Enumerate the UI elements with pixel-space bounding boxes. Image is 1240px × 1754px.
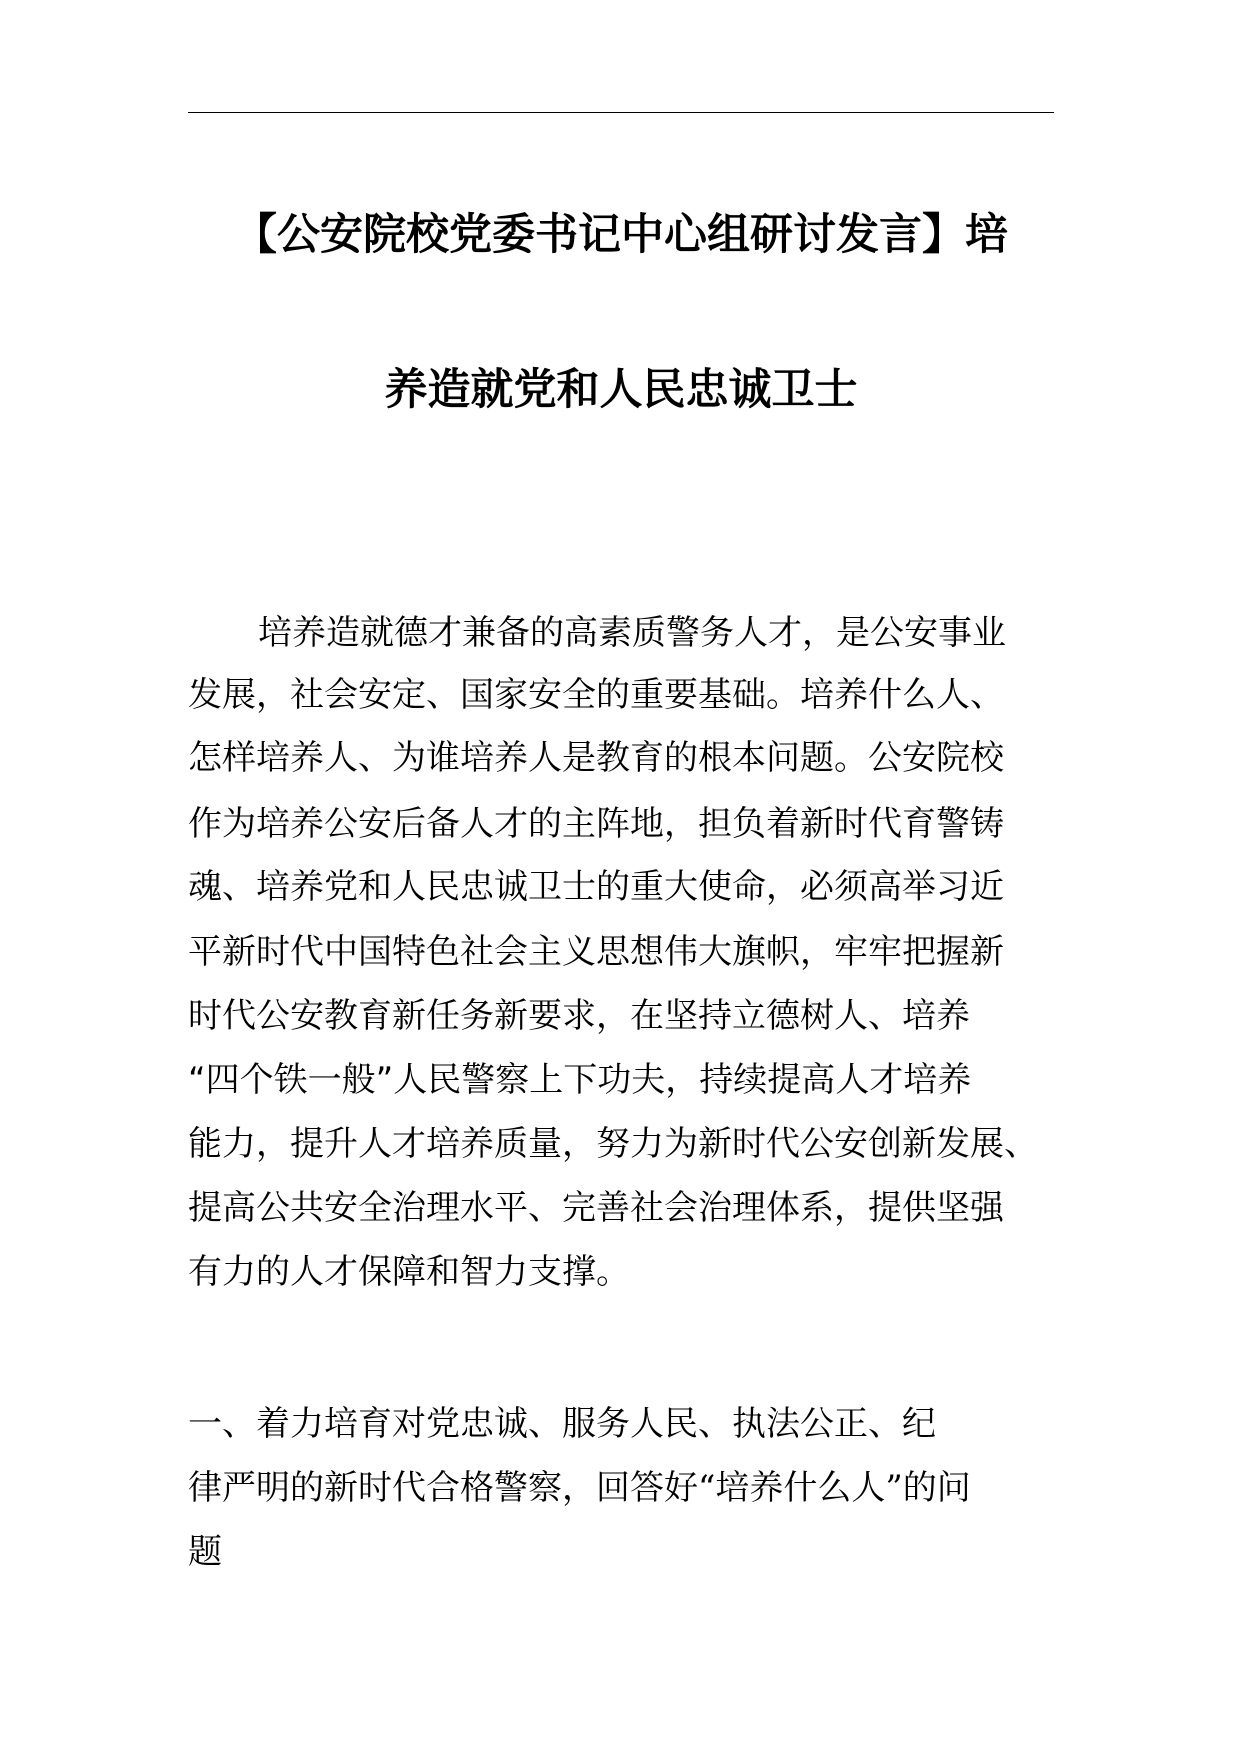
paragraph-line: 魂、培养党和人民忠诚卫士的重大使命，必须高举习近	[188, 867, 1004, 907]
paragraph-line: 提高公共安全治理水平、完善社会治理体系，提供坚强	[188, 1188, 1004, 1228]
header-rule	[188, 112, 1054, 113]
paragraph-line: 平新时代中国特色社会主义思想伟大旗帜，牢牢把握新	[188, 932, 1004, 972]
document-title-line-1: 【公安院校党委书记中心组研讨发言】培	[234, 210, 1008, 260]
paragraph-line: 能力，提升人才培养质量，努力为新时代公安创新发展、	[188, 1124, 1038, 1164]
paragraph-line: 怎样培养人、为谁培养人是教育的根本问题。公安院校	[188, 738, 1004, 778]
section-heading-line: 律严明的新时代合格警察，回答好“培养什么人”的问	[188, 1468, 971, 1508]
paragraph-line: 时代公安教育新任务新要求，在坚持立德树人、培养	[188, 996, 970, 1036]
section-heading-line: 题	[188, 1532, 222, 1572]
paragraph-line: 作为培养公安后备人才的主阵地，担负着新时代育警铸	[188, 804, 1004, 844]
section-heading-line: 一、着力培育对党忠诚、服务人民、执法公正、纪	[188, 1404, 936, 1444]
paragraph-line: 培养造就德才兼备的高素质警务人才，是公安事业	[258, 613, 1006, 653]
document-title-line-2: 养造就党和人民忠诚卫士	[384, 365, 858, 415]
paragraph-line: 发展，社会安定、国家安全的重要基础。培养什么人、	[188, 675, 1004, 715]
paragraph-line: “四个铁一般”人民警察上下功夫，持续提高人才培养	[188, 1060, 972, 1100]
paragraph-line: 有力的人才保障和智力支撑。	[188, 1252, 630, 1292]
